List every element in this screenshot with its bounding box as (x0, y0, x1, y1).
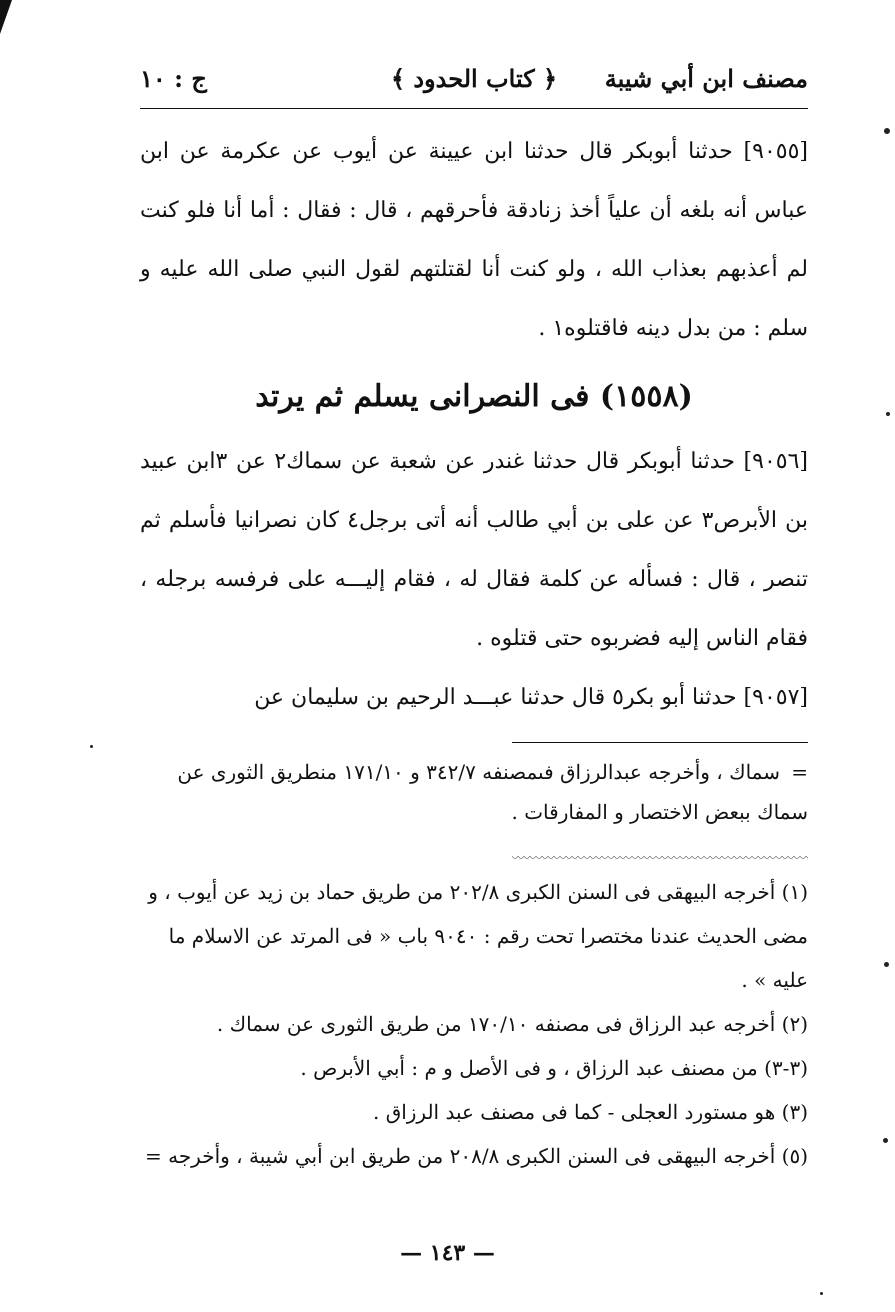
footnote-3-3: (٣-٣) من مصنف عبد الرزاق ، و فى الأصل و م : أبي الأبرص . (300, 1056, 808, 1080)
chapter-heading: (١٥٥٨) فى النصرانى يسلم ثم يرتد (255, 379, 693, 414)
main-text (140, 122, 808, 727)
hadith-9055: [٩٠٥٥] حدثنا أبوبكر قال حدثنا ابن عيينة عن أيوب عن عكرمة عن ابن عباس أنه بلغه أن علياً أخذ زنادقة فأحرقهم ، قال : فقال : أما أنا فلو كنت لم أعذبهم بعذاب الله ، ولو كنت أنا لقتلتهم لقول النبي صلى الله عليه و سلم : من بدل دينه فاقتلوه١ . (140, 139, 808, 341)
scan-speck (884, 128, 890, 134)
scan-corner-mark (0, 0, 12, 34)
header-rule (140, 108, 808, 109)
continuation-marker: = (791, 760, 808, 784)
section-title: ﴿ كتاب الحدود ﴾ (390, 64, 558, 93)
hadith-9057: [٩٠٥٧] حدثنا أبو بكر٥ قال حدثنا عبـــد الرحيم بن سليمان عن (254, 685, 808, 710)
footnote-5: (٥) أخرجه البيهقى فى السنن الكبرى ٢٠٨/٨ من طريق ابن أبي شيبة ، وأخرجه = (144, 1144, 808, 1168)
hadith-9056: [٩٠٥٦] حدثنا أبوبكر قال حدثنا غندر عن شعبة عن سماك٢ عن ٣ابن عبيد بن الأبرص٣ عن على بن أبي طالب أنه أتى برجل٤ كان نصرانيا فأسلم ثم تنصر ، قال : فسأله عن كلمة فقال له ، فقام إليـــه على فرفسه برجله ، فقام الناس إليه فضربوه حتى قتلوه . (140, 449, 808, 651)
footnotes (140, 870, 808, 1178)
continuation-text: سماك ، وأخرجه عبدالرزاق فىمصنفه ٣٤٢/٧ و ١٧١/١٠ منطريق الثورى عن سماك ببعض الاختصار و المفارقات . (177, 760, 808, 824)
scan-speck (886, 412, 890, 416)
footnote-separator (512, 742, 808, 743)
footnote-continuation (140, 752, 808, 832)
wavy-separator (512, 856, 808, 862)
book-title: مصنف ابن أبي شيبة (604, 64, 808, 93)
footnote-3: (٣) هو مستورد العجلى - كما فى مصنف عبد الرزاق . (372, 1100, 808, 1124)
scan-speck (820, 1292, 823, 1295)
page-number: — ١٤٣ — (400, 1240, 495, 1266)
scan-speck (883, 1138, 888, 1143)
running-header (140, 60, 808, 100)
footnote-2: (٢) أخرجه عبد الرزاق فى مصنفه ١٧٠/١٠ من طريق الثورى عن سماك . (216, 1012, 808, 1036)
footnote-1: (١) أخرجه البيهقى فى السنن الكبرى ٢٠٢/٨ من طريق حماد بن زيد عن أيوب ، و مضى الحديث عندنا مختصرا تحت رقم : ٩٠٤٠ باب « فى المرتد عن الاسلام ما عليه » . (148, 880, 808, 992)
volume-number: ج : ١٠ (140, 64, 207, 93)
scan-speck (884, 962, 889, 967)
scan-speck (90, 745, 93, 748)
